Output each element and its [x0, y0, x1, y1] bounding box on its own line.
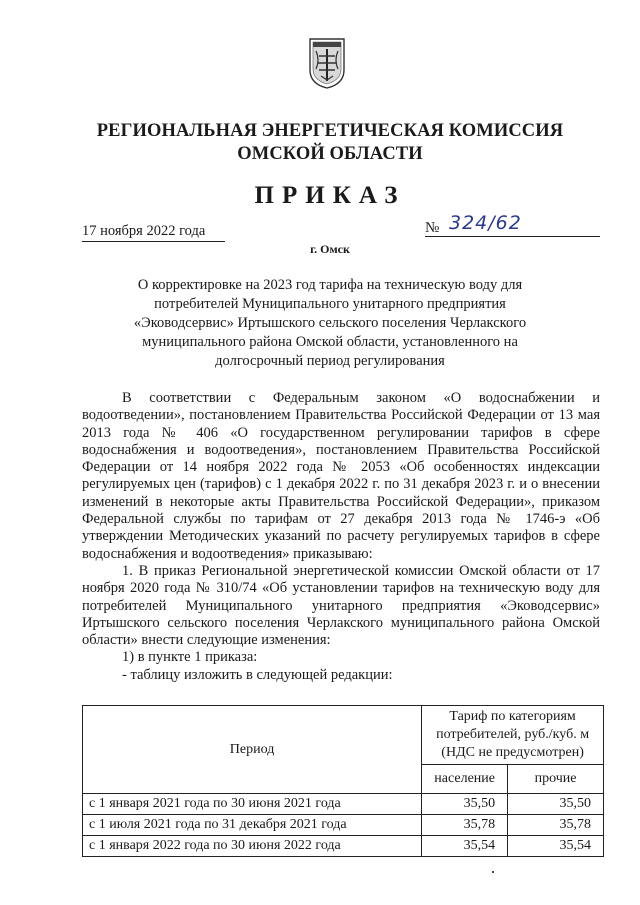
cell-other: 35,54 — [508, 836, 604, 857]
paragraph-table-intro: - таблицу изложить в следующей редакции: — [122, 666, 393, 683]
paragraph-preamble: В соответствии с Федеральным законом «О водоснабжении и водоотведении», постановлением Правительства Российской Федерации от 13 мая 2013 года № 406 «О государственном регулировании тарифов в сфере водоснабжения и водоотведения», постановлением Правительства Российской Федерации от 14 ноября 2022 года № 2053 «Об особенностях индексации регулируемых цен (тарифов) с 1 декабря 2022 г. по 31 декабря 2023 г. и о внесении изменений в некоторые акты Правительства Российской Федерации», приказом Федеральной службы по тарифам от 27 декабря 2013 года № 1746-э «Об утверждении Методических указаний по расчету регулируемых тарифов в сфере водоснабжения и водоотведения» приказываю: — [82, 390, 600, 562]
table-row — [83, 815, 604, 836]
scan-speck — [492, 871, 494, 873]
cell-period: с 1 июля 2021 года по 31 декабря 2021 года — [83, 815, 422, 836]
cell-population: 35,78 — [422, 815, 508, 836]
document-body — [82, 390, 600, 684]
organization-name — [80, 120, 580, 166]
paragraph-item-1: 1. В приказ Региональной энергетической комиссии Омской области от 17 ноября 2020 года № 310/74 «Об установлении тарифов на техническую воду для потребителей Муниципального унитарного предприятия «Эководсервис» Иртышского сельского поселения Черлакского муниципального района Омской области» внести следующие изменения: — [82, 562, 600, 649]
cell-other: 35,50 — [508, 794, 604, 815]
cell-period: с 1 января 2021 года по 30 июня 2021 года — [83, 794, 422, 815]
document-subject: О корректировке на 2023 год тарифа на техническую воду для потребителей Муниципального унитарного предприятия «Эководсервис» Иртышского сельского поселения Черлакского муниципального района Омской области, установленного на долгосрочный период регулирования — [133, 277, 527, 369]
column-header-period: Период — [83, 706, 422, 794]
organization-name-line2: ОМСКОЙ ОБЛАСТИ — [237, 144, 423, 164]
tariff-table — [82, 705, 604, 857]
handwritten-number: 324/62 — [449, 212, 522, 234]
column-header-tariff-group: Тариф по категориям потребителей, руб./куб. м (НДС не предусмотрен) — [422, 706, 604, 765]
cell-other: 35,78 — [508, 815, 604, 836]
organization-name-line1: РЕГИОНАЛЬНАЯ ЭНЕРГЕТИЧЕСКАЯ КОМИССИЯ — [96, 121, 564, 141]
cell-period: с 1 января 2022 года по 30 июня 2022 года — [83, 836, 422, 857]
document-number — [425, 212, 600, 237]
table-row — [83, 794, 604, 815]
table-row — [83, 836, 604, 857]
coat-of-arms-icon — [307, 36, 347, 90]
cell-population: 35,50 — [422, 794, 508, 815]
document-date: 17 ноября 2022 года — [82, 223, 225, 242]
paragraph-subitem-1: 1) в пункте 1 приказа: — [122, 649, 258, 666]
document-type-title: ПРИКАЗ — [254, 182, 406, 209]
document-city: г. Омск — [310, 242, 350, 256]
column-header-population: население — [422, 765, 508, 794]
column-header-other: прочие — [508, 765, 604, 794]
number-sign: № — [425, 220, 440, 236]
cell-population: 35,54 — [422, 836, 508, 857]
